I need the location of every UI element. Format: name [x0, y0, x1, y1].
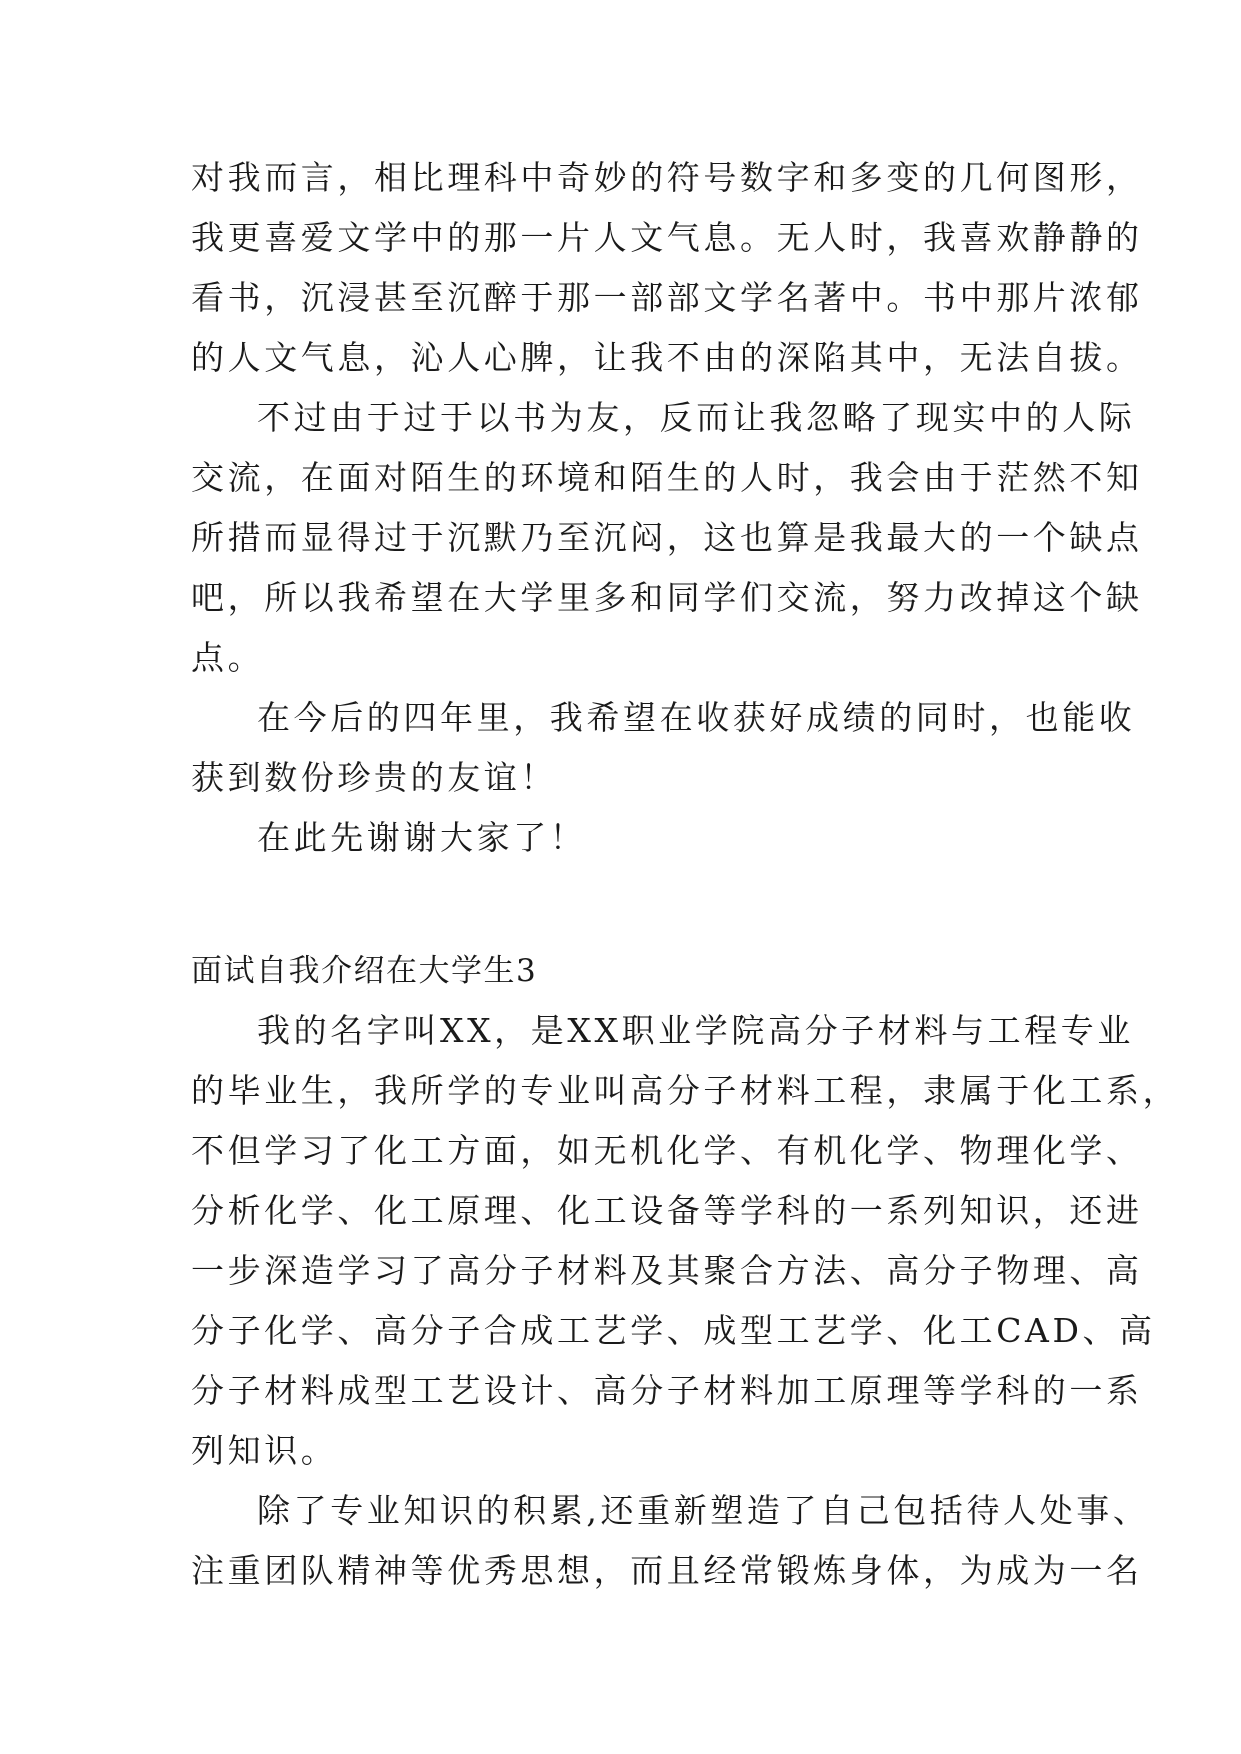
paragraph-hope — [191, 688, 1136, 808]
text-line: 对我而言，相比理科中奇妙的符号数字和多变的几何图形， — [191, 158, 1143, 197]
text-line: 除了专业知识的积累,还重新塑造了自己包括待人处事、 — [257, 1491, 1150, 1530]
text-line: 分子材料成型工艺设计、高分子材料加工原理等学科的一系 — [191, 1371, 1143, 1410]
section-spacer — [191, 868, 1071, 941]
paragraph-thanks — [191, 808, 1071, 868]
text-line: 我的名字叫XX，是XX职业学院高分子材料与工程专业 — [257, 1011, 1134, 1050]
text-line: 列知识。 — [191, 1431, 338, 1470]
document-body — [191, 148, 1180, 1601]
section-heading: 面试自我介绍在大学生3 — [191, 953, 538, 989]
text-line: 点。 — [191, 638, 265, 677]
text-line: 我更喜爱文学中的那一片人文气息。无人时，我喜欢静静的 — [191, 218, 1143, 257]
text-line: 吧，所以我希望在大学里多和同学们交流，努力改掉这个缺 — [191, 578, 1143, 617]
paragraph-shortcoming — [191, 388, 1143, 688]
text-line: 不但学习了化工方面，如无机化学、有机化学、物理化学、 — [191, 1131, 1143, 1170]
text-line: 分析化学、化工原理、化工设备等学科的一系列知识，还进 — [191, 1191, 1143, 1230]
text-line: 所措而显得过于沉默乃至沉闷，这也算是我最大的一个缺点 — [191, 518, 1143, 557]
text-line: 一步深造学习了高分子材料及其聚合方法、高分子物理、高 — [191, 1251, 1143, 1290]
paragraph-personal-growth — [191, 1481, 1150, 1601]
text-line: 在今后的四年里，我希望在收获好成绩的同时，也能收 — [257, 698, 1136, 737]
text-line: 的人文气息，沁人心脾，让我不由的深陷其中，无法自拔。 — [191, 338, 1143, 377]
paragraph-literature-interest — [191, 148, 1143, 388]
text-line: 交流，在面对陌生的环境和陌生的人时，我会由于茫然不知 — [191, 458, 1143, 497]
text-line: 看书，沉浸甚至沉醉于那一部部文学名著中。书中那片浓郁 — [191, 278, 1143, 317]
text-line: 不过由于过于以书为友，反而让我忽略了现实中的人际 — [257, 398, 1136, 437]
text-line: 注重团队精神等优秀思想，而且经常锻炼身体，为成为一名 — [191, 1551, 1143, 1590]
text-line: 分子化学、高分子合成工艺学、成型工艺学、化工CAD、高 — [191, 1311, 1156, 1350]
text-line: 获到数份珍贵的友谊！ — [191, 758, 557, 797]
paragraph-major-introduction — [191, 1001, 1180, 1481]
text-line: 的毕业生，我所学的专业叫高分子材料工程，隶属于化工系， — [191, 1071, 1180, 1110]
text-line: 在此先谢谢大家了！ — [257, 818, 587, 857]
